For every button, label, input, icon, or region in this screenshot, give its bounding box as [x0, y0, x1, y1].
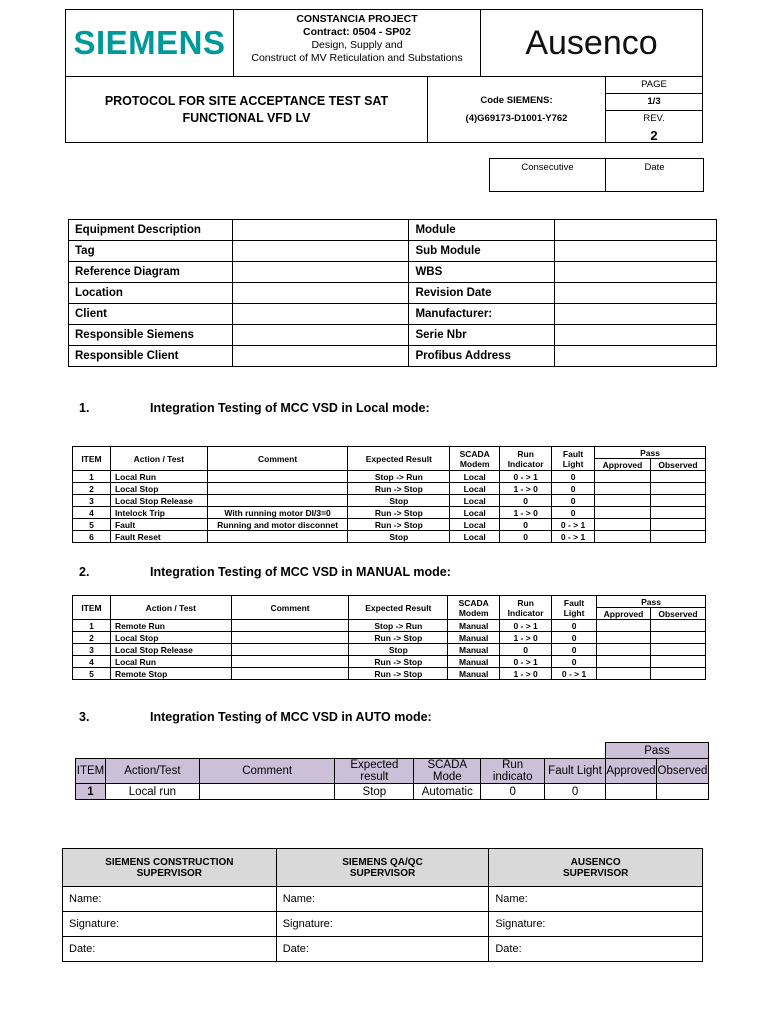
cell-run: 0 — [481, 784, 545, 800]
code-value: (4)G69173-D1001-Y762 — [465, 113, 568, 124]
cell-run: 1 - > 0 — [500, 632, 552, 644]
col-fault-l2: Light — [562, 458, 584, 469]
info-row — [69, 346, 717, 367]
info-label: Responsible Siemens — [69, 325, 233, 346]
section-3-number: 3. — [79, 710, 90, 724]
table-row — [73, 507, 706, 519]
signature-signature-row — [63, 912, 703, 937]
cell-expected: Run -> Stop — [349, 632, 448, 644]
cell-expected: Run -> Stop — [349, 668, 448, 680]
table-row — [73, 495, 706, 507]
cell-run: 0 — [500, 495, 552, 507]
cell-fault: 0 — [552, 483, 595, 495]
project-name: CONSTANCIA PROJECT — [296, 13, 418, 25]
cell-comment: With running motor DI/3=0 — [207, 507, 348, 519]
equipment-info-table — [68, 219, 717, 367]
cell-scada: Local — [450, 471, 500, 483]
cell-scada: Local — [450, 507, 500, 519]
cell-observed[interactable] — [650, 668, 705, 680]
cell-action: Local Stop — [110, 632, 231, 644]
scope-line-1: Design, Supply and — [311, 39, 403, 51]
col-scada-l1: SCADA — [458, 597, 489, 608]
col-approved: Approved — [605, 759, 656, 784]
cell-scada: Manual — [448, 644, 500, 656]
cell-comment — [231, 668, 349, 680]
cell-scada: Manual — [448, 656, 500, 668]
col-fault — [552, 447, 595, 471]
col-comment: Comment — [199, 759, 335, 784]
info-label: Profibus Address — [409, 346, 555, 367]
col-scada — [448, 596, 500, 620]
signature-field[interactable]: Signature: — [63, 912, 277, 937]
cell-action: Local Stop Release — [110, 495, 207, 507]
col-fault-l1: Fault — [562, 448, 584, 459]
cell-expected: Run -> Stop — [348, 507, 450, 519]
col-comment: Comment — [207, 447, 348, 471]
col-approved: Approved — [597, 608, 651, 620]
page-rev-box — [606, 77, 702, 143]
col-scada — [450, 447, 500, 471]
col-observed: Observed — [656, 759, 708, 784]
cell-comment — [231, 632, 349, 644]
cell-run: 0 - > 1 — [500, 620, 552, 632]
cell-item: 1 — [73, 471, 111, 483]
section-3-title: Integration Testing of MCC VSD in AUTO mode: — [150, 710, 432, 724]
cell-run: 0 — [500, 644, 552, 656]
cell-fault: 0 - > 1 — [552, 668, 597, 680]
cell-scada: Manual — [448, 620, 500, 632]
col-expected: Expected Result — [349, 596, 448, 620]
cell-expected: Stop — [349, 644, 448, 656]
info-value[interactable] — [232, 220, 409, 241]
cell-item: 1 — [76, 784, 106, 800]
signature-field[interactable]: Signature: — [276, 912, 489, 937]
cell-fault: 0 — [545, 784, 606, 800]
name-field[interactable]: Name: — [276, 887, 489, 912]
info-label: Revision Date — [409, 283, 555, 304]
cell-expected: Stop -> Run — [348, 471, 450, 483]
info-value[interactable] — [555, 262, 717, 283]
info-value[interactable] — [555, 283, 717, 304]
cell-expected: Stop — [335, 784, 414, 800]
rev-label: REV. — [643, 113, 665, 124]
col-scada-l1: SCADA — [459, 448, 490, 459]
col-run: Run indicato — [481, 759, 545, 784]
info-value[interactable] — [232, 304, 409, 325]
info-label: Serie Nbr — [409, 325, 555, 346]
col-comment: Comment — [231, 596, 349, 620]
manual-mode-test-table — [72, 595, 706, 680]
cell-scada: Local — [450, 531, 500, 543]
cell-approved[interactable] — [597, 632, 651, 644]
cell-comment — [207, 471, 348, 483]
col-fault: Fault Light — [545, 759, 606, 784]
cell-expected: Run -> Stop — [349, 656, 448, 668]
cell-item: 6 — [73, 531, 111, 543]
col-action: Action / Test — [110, 447, 207, 471]
doc-title-line-1: PROTOCOL FOR SITE ACCEPTANCE TEST SAT — [104, 94, 389, 108]
col-run-l2: Indicator — [507, 607, 544, 618]
cell-approved[interactable] — [595, 507, 651, 519]
name-field[interactable]: Name: — [63, 887, 277, 912]
col-item: ITEM — [73, 447, 111, 471]
cell-comment — [231, 644, 349, 656]
auto-mode-test-table — [75, 742, 709, 800]
cell-approved[interactable] — [595, 471, 651, 483]
cell-observed[interactable] — [650, 507, 705, 519]
table-row — [73, 620, 706, 632]
page-label: PAGE — [606, 77, 702, 94]
info-value[interactable] — [555, 220, 717, 241]
table-row — [76, 784, 709, 800]
cell-observed[interactable] — [650, 620, 705, 632]
cell-item: 3 — [73, 495, 111, 507]
qaqc-supervisor-header — [276, 849, 489, 887]
header-line: SIEMENS CONSTRUCTION — [105, 856, 234, 868]
col-observed: Observed — [650, 459, 705, 471]
cell-action: Remote Stop — [110, 668, 231, 680]
cell-fault: 0 — [552, 620, 597, 632]
signature-date-row — [63, 937, 703, 962]
cell-action: Local Run — [110, 656, 231, 668]
info-row — [69, 262, 717, 283]
table-row — [73, 668, 706, 680]
col-run-l2: Indicator — [507, 458, 544, 469]
info-value[interactable] — [555, 241, 717, 262]
cell-expected: Run -> Stop — [348, 483, 450, 495]
cell-run: 0 - > 1 — [500, 471, 552, 483]
col-run — [500, 596, 552, 620]
cell-run: 0 — [500, 519, 552, 531]
col-run-l1: Run — [517, 448, 534, 459]
info-label: Location — [69, 283, 233, 304]
col-observed: Observed — [650, 608, 705, 620]
cell-item: 2 — [73, 483, 111, 495]
cell-expected: Stop -> Run — [349, 620, 448, 632]
cell-action: Local Stop — [110, 483, 207, 495]
cell-fault: 0 — [552, 507, 595, 519]
cell-observed[interactable] — [650, 483, 705, 495]
table-row — [73, 644, 706, 656]
col-fault — [552, 596, 597, 620]
header-line: SUPERVISOR — [136, 867, 203, 879]
cell-approved[interactable] — [605, 784, 656, 800]
cell-comment — [231, 620, 349, 632]
cell-scada: Automatic — [414, 784, 481, 800]
cell-fault: 0 - > 1 — [552, 531, 595, 543]
cell-scada: Manual — [448, 668, 500, 680]
cell-run: 1 - > 0 — [500, 668, 552, 680]
cell-run: 1 - > 0 — [500, 483, 552, 495]
cell-fault: 0 - > 1 — [552, 519, 595, 531]
table-row — [73, 656, 706, 668]
cell-fault: 0 — [552, 495, 595, 507]
page-value: 1/3 — [606, 94, 702, 111]
ausenco-logo: Ausenco — [481, 10, 702, 77]
info-value[interactable] — [555, 325, 717, 346]
date-field[interactable]: Date: — [489, 937, 703, 962]
col-scada-l2: Modem — [458, 607, 489, 618]
consecutive-label: Consecutive — [490, 159, 606, 192]
document-title — [66, 77, 428, 143]
cell-approved[interactable] — [595, 531, 651, 543]
name-field[interactable]: Name: — [489, 887, 703, 912]
col-item: ITEM — [76, 759, 106, 784]
table-row — [73, 632, 706, 644]
col-pass: Pass — [605, 743, 708, 759]
section-1-title: Integration Testing of MCC VSD in Local mode: — [150, 401, 430, 415]
cell-item: 5 — [73, 668, 111, 680]
cell-scada: Local — [450, 519, 500, 531]
construction-supervisor-header — [63, 849, 277, 887]
table-header-row — [73, 596, 706, 608]
cell-fault: 0 — [552, 471, 595, 483]
cell-observed[interactable] — [650, 495, 705, 507]
table-row — [73, 471, 706, 483]
cell-observed[interactable] — [650, 531, 705, 543]
cell-run: 0 - > 1 — [500, 656, 552, 668]
cell-observed[interactable] — [650, 632, 705, 644]
section-2-number: 2. — [79, 565, 90, 579]
cell-item: 1 — [73, 620, 111, 632]
table-header-row — [73, 447, 706, 459]
cell-run: 0 — [500, 531, 552, 543]
col-scada-l2: Modem — [459, 458, 490, 469]
cell-item: 4 — [73, 507, 111, 519]
cell-comment — [207, 495, 348, 507]
col-fault-l1: Fault — [563, 597, 585, 608]
info-value[interactable] — [232, 262, 409, 283]
signature-field[interactable]: Signature: — [489, 912, 703, 937]
cell-expected: Stop — [348, 531, 450, 543]
cell-item: 2 — [73, 632, 111, 644]
info-value[interactable] — [555, 346, 717, 367]
cell-comment — [199, 784, 335, 800]
col-expected: Expected result — [335, 759, 414, 784]
col-run — [500, 447, 552, 471]
col-pass: Pass — [595, 447, 706, 459]
col-approved: Approved — [595, 459, 651, 471]
table-row — [73, 519, 706, 531]
info-label: Responsible Client — [69, 346, 233, 367]
local-mode-test-table — [72, 446, 706, 543]
table-header-row — [76, 759, 709, 784]
header-line: AUSENCO — [570, 856, 621, 868]
cell-run: 1 - > 0 — [500, 507, 552, 519]
code-label: Code SIEMENS: — [480, 95, 553, 106]
consecutive-date-box — [489, 158, 704, 192]
cell-scada: Local — [450, 483, 500, 495]
col-action: Action / Test — [110, 596, 231, 620]
info-label: WBS — [409, 262, 555, 283]
header-line: SUPERVISOR — [349, 867, 416, 879]
cell-action: Fault — [110, 519, 207, 531]
document-code — [428, 77, 606, 143]
date-field[interactable]: Date: — [63, 937, 277, 962]
cell-observed[interactable] — [656, 784, 708, 800]
cell-approved[interactable] — [597, 644, 651, 656]
info-label: Manufacturer: — [409, 304, 555, 325]
cell-fault: 0 — [552, 632, 597, 644]
info-label: Tag — [69, 241, 233, 262]
cell-approved[interactable] — [597, 656, 651, 668]
date-label: Date — [606, 159, 704, 192]
info-label: Reference Diagram — [69, 262, 233, 283]
info-value[interactable] — [555, 304, 717, 325]
siemens-logo: SIEMENS — [66, 10, 234, 77]
header-line: SUPERVISOR — [562, 867, 629, 879]
cell-approved[interactable] — [597, 668, 651, 680]
cell-comment — [231, 656, 349, 668]
header-line: SIEMENS QA/QC — [342, 856, 423, 868]
cell-action: Local run — [105, 784, 199, 800]
cell-action: Local Stop Release — [110, 644, 231, 656]
col-run-l1: Run — [517, 597, 534, 608]
cell-action: Remote Run — [110, 620, 231, 632]
col-fault-l2: Light — [563, 607, 585, 618]
cell-approved[interactable] — [597, 620, 651, 632]
info-row — [69, 241, 717, 262]
info-row — [69, 220, 717, 241]
section-1-number: 1. — [79, 401, 90, 415]
info-row — [69, 325, 717, 346]
cell-action: Fault Reset — [110, 531, 207, 543]
table-row — [73, 483, 706, 495]
cell-observed[interactable] — [650, 656, 705, 668]
ausenco-supervisor-header — [489, 849, 703, 887]
signature-header-row — [63, 849, 703, 887]
table-row — [73, 531, 706, 543]
info-row — [69, 304, 717, 325]
cell-comment: Running and motor disconnet — [207, 519, 348, 531]
info-label: Equipment Description — [69, 220, 233, 241]
col-item: ITEM — [73, 596, 111, 620]
cell-fault: 0 — [552, 656, 597, 668]
cell-comment — [207, 483, 348, 495]
scope-line-2: Construct of MV Reticulation and Substations — [251, 52, 463, 64]
info-label: Module — [409, 220, 555, 241]
info-value[interactable] — [232, 325, 409, 346]
col-action: Action/Test — [105, 759, 199, 784]
contract-number: Contract: 0504 - SP02 — [303, 26, 411, 38]
cell-item: 5 — [73, 519, 111, 531]
cell-expected: Stop — [348, 495, 450, 507]
document-header — [65, 9, 703, 143]
cell-observed[interactable] — [650, 471, 705, 483]
info-value[interactable] — [232, 241, 409, 262]
info-row — [69, 283, 717, 304]
cell-action: Local Run — [110, 471, 207, 483]
col-pass: Pass — [597, 596, 706, 608]
doc-title-line-2: FUNCTIONAL VFD LV — [182, 111, 311, 125]
cell-approved[interactable] — [595, 483, 651, 495]
cell-action: Intelock Trip — [110, 507, 207, 519]
info-label: Sub Module — [409, 241, 555, 262]
cell-approved[interactable] — [595, 519, 651, 531]
cell-observed[interactable] — [650, 644, 705, 656]
project-info — [234, 10, 481, 77]
col-scada: SCADA Mode — [414, 759, 481, 784]
signature-name-row — [63, 887, 703, 912]
info-value[interactable] — [232, 346, 409, 367]
info-value[interactable] — [232, 283, 409, 304]
col-expected: Expected Result — [348, 447, 450, 471]
info-label: Client — [69, 304, 233, 325]
cell-observed[interactable] — [650, 519, 705, 531]
cell-approved[interactable] — [595, 495, 651, 507]
signature-table — [62, 848, 703, 962]
cell-fault: 0 — [552, 644, 597, 656]
table-pass-header-row — [76, 743, 709, 759]
cell-expected: Run -> Stop — [348, 519, 450, 531]
cell-item: 3 — [73, 644, 111, 656]
date-field[interactable]: Date: — [276, 937, 489, 962]
section-2-title: Integration Testing of MCC VSD in MANUAL mode: — [150, 565, 451, 579]
cell-scada: Local — [450, 495, 500, 507]
cell-comment — [207, 531, 348, 543]
cell-item: 4 — [73, 656, 111, 668]
rev-value: 2 — [650, 128, 658, 143]
cell-scada: Manual — [448, 632, 500, 644]
